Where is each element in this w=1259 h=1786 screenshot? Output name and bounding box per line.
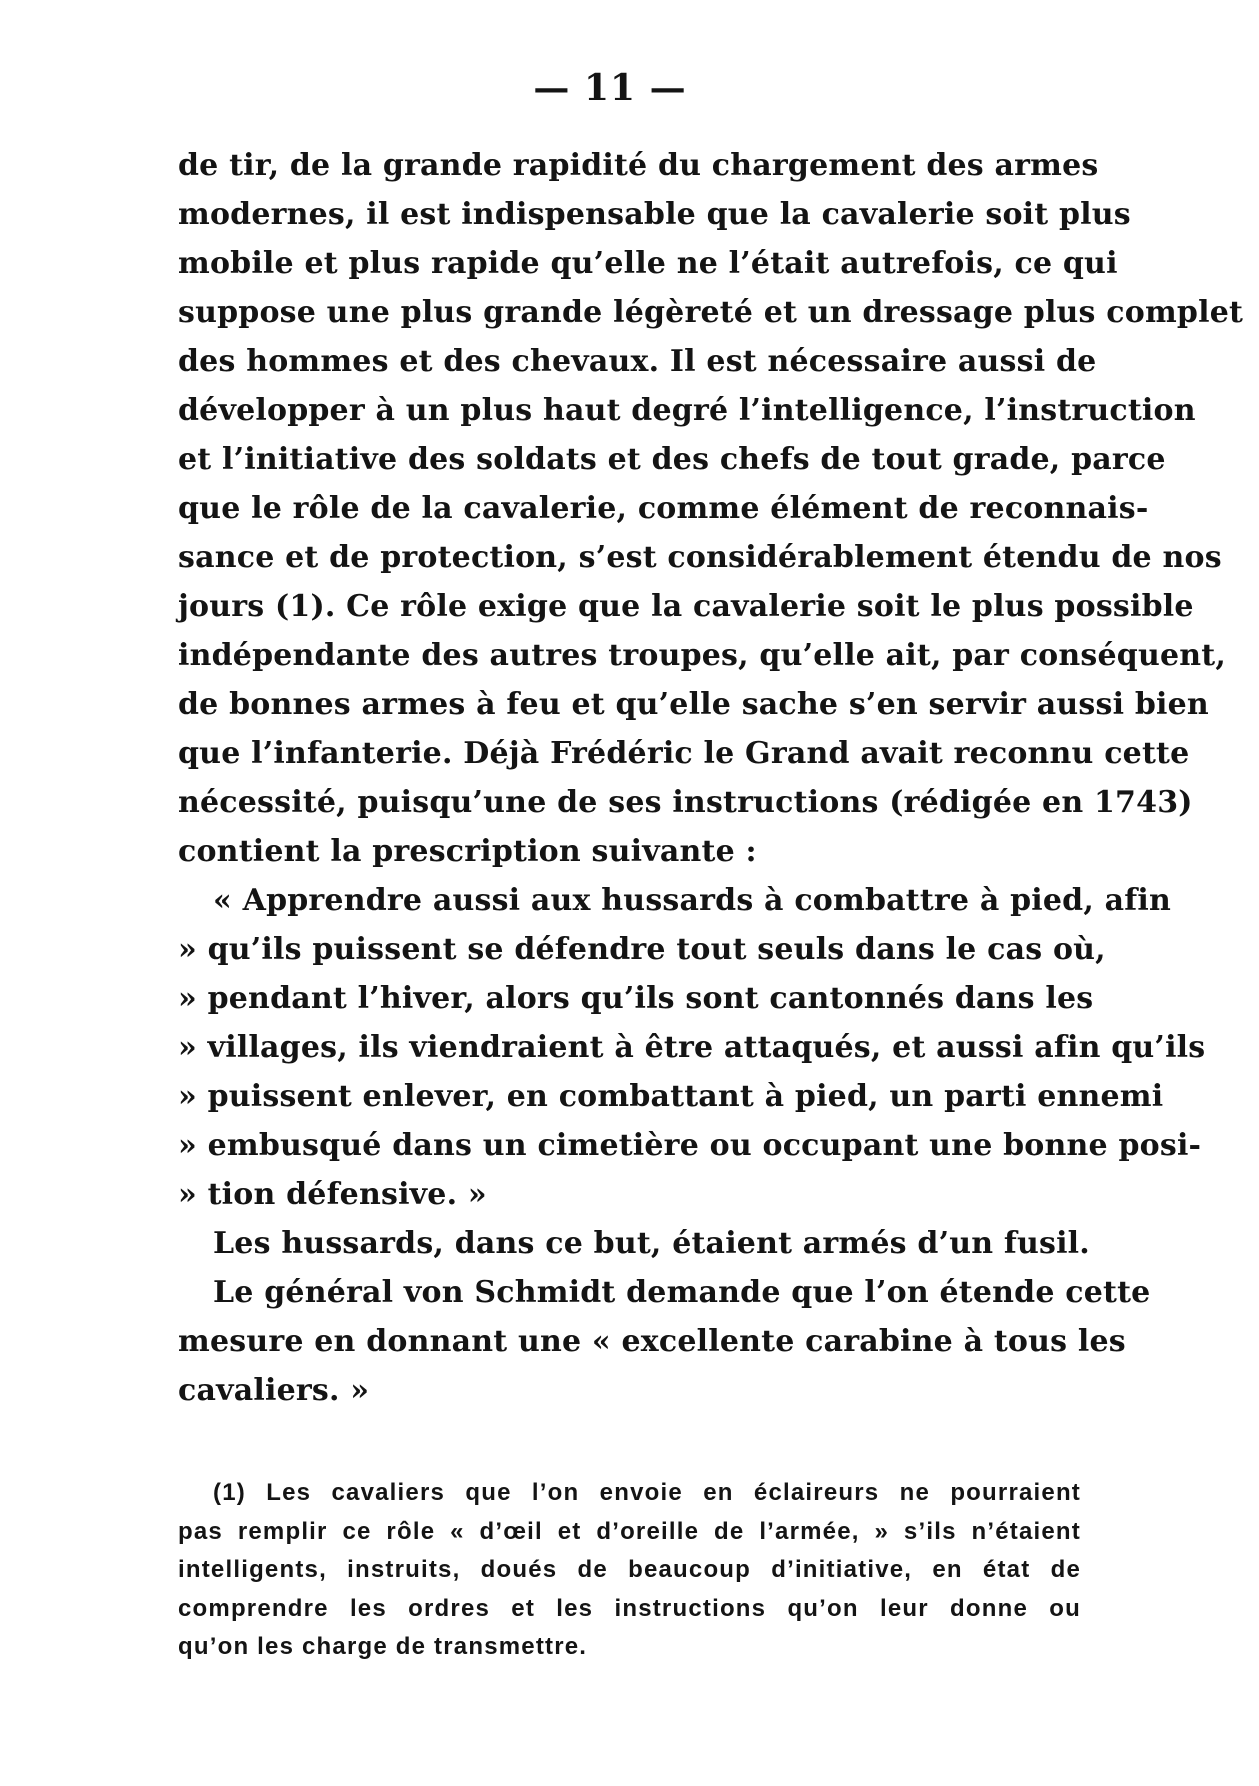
- paragraph-line: de bonnes armes à feu et qu’elle sache s’en servir aussi bien: [178, 687, 1209, 722]
- paragraph-line: et l’initiative des soldats et des chefs de tout grade, parce: [178, 442, 1166, 477]
- footnote-line: comprendre les ordres et les instructions qu’on leur donne ou: [178, 1594, 1081, 1622]
- paragraph-line: que l’infanterie. Déjà Frédéric le Grand avait reconnu cette: [178, 736, 1190, 771]
- quotation-line: » puissent enlever, en combattant à pied, un parti ennemi: [178, 1079, 1164, 1114]
- paragraph-schmidt: [178, 1268, 1151, 1415]
- quotation-line: » tion défensive. »: [178, 1177, 487, 1212]
- paragraph-line: des hommes et des chevaux. Il est nécessaire aussi de: [178, 344, 1097, 379]
- paragraph-line: mobile et plus rapide qu’elle ne l’était autrefois, ce qui: [178, 246, 1118, 281]
- paragraph-line: de tir, de la grande rapidité du chargement des armes: [178, 148, 1099, 183]
- paragraph-line: Les hussards, dans ce but, étaient armés d’un fusil.: [213, 1226, 1090, 1261]
- paragraph-line: développer à un plus haut degré l’intelligence, l’instruction: [178, 393, 1196, 428]
- paragraph-line: sance et de protection, s’est considérablement étendu de nos: [178, 540, 1222, 575]
- paragraph-line: nécessité, puisqu’une de ses instructions (rédigée en 1743): [178, 785, 1193, 820]
- paragraph-line: contient la prescription suivante :: [178, 834, 757, 869]
- paragraph-line: modernes, il est indispensable que la cavalerie soit plus: [178, 197, 1131, 232]
- footnote-line: intelligents, instruits, doués de beaucoup d’initiative, en état de: [178, 1556, 1081, 1583]
- paragraph-line: cavaliers. »: [178, 1373, 370, 1408]
- quotation-line: » embusqué dans un cimetière ou occupant une bonne posi-: [178, 1128, 1202, 1163]
- quotation-line: » villages, ils viendraient à être attaqués, et aussi afin qu’ils: [178, 1030, 1206, 1065]
- paragraph-line: mesure en donnant une « excellente carabine à tous les: [178, 1324, 1126, 1359]
- quotation-line: « Apprendre aussi aux hussards à combattre à pied, afin: [213, 883, 1171, 918]
- paragraph-line: que le rôle de la cavalerie, comme élément de reconnais-: [178, 491, 1149, 526]
- paragraph-line: jours (1). Ce rôle exige que la cavalerie soit le plus possible: [178, 589, 1194, 624]
- footnote: [178, 1474, 1081, 1667]
- main-paragraph: [178, 141, 1244, 876]
- quotation-line: » qu’ils puissent se défendre tout seuls dans le cas où,: [178, 932, 1106, 967]
- quotation-line: » pendant l’hiver, alors qu’ils sont cantonnés dans les: [178, 981, 1094, 1016]
- paragraph-line: indépendante des autres troupes, qu’elle ait, par conséquent,: [178, 638, 1226, 673]
- page-number: — 11 —: [533, 67, 687, 109]
- paragraph-hussards: [178, 1219, 1090, 1268]
- paragraph-line: suppose une plus grande légèreté et un dressage plus complet: [178, 295, 1244, 330]
- footnote-line: qu’on les charge de transmettre.: [178, 1633, 588, 1660]
- footnote-line: pas remplir ce rôle « d’œil et d’oreille de l’armée, » s’ils n’étaient: [178, 1517, 1081, 1545]
- footnote-line: (1) Les cavaliers que l’on envoie en éclaireurs ne pourraient: [213, 1479, 1081, 1506]
- paragraph-line: Le général von Schmidt demande que l’on étende cette: [213, 1275, 1151, 1310]
- quotation-block: [178, 876, 1206, 1219]
